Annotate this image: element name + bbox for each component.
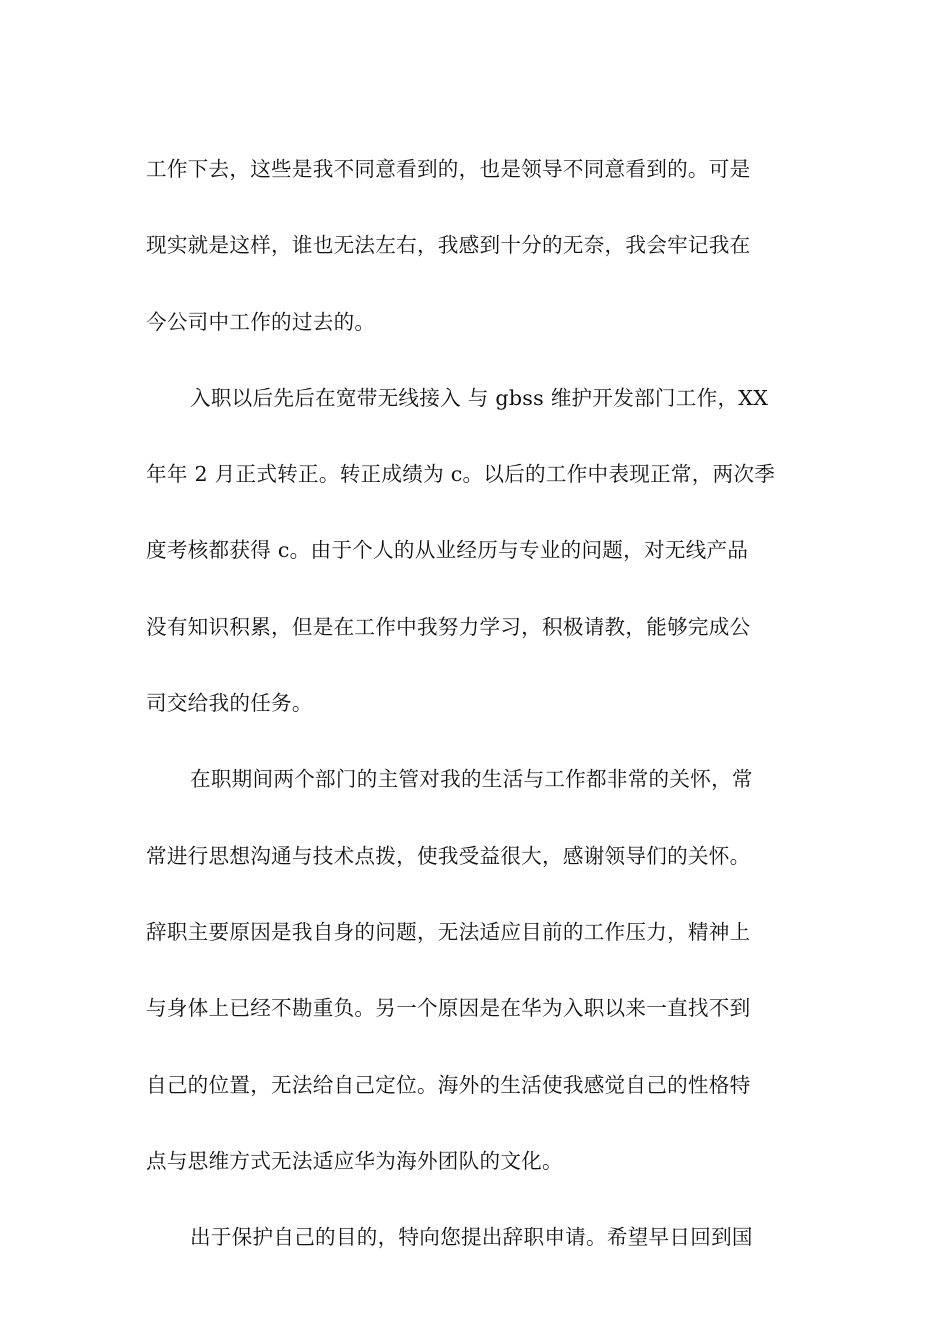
document-body <box>146 131 806 1275</box>
text-line: 年年 2 月正式转正。转正成绩为 c。以后的工作中表现正常，两次季 <box>146 462 776 487</box>
text-line: 工作下去，这些是我不同意看到的，也是领导不同意看到的。可是 <box>146 157 751 181</box>
text-line: 点与思维方式无法适应华为海外团队的文化。 <box>146 1148 563 1173</box>
paragraph-start-line: 入职以后先后在宽带无线接入 与 gbss 维护开发部门工作，XX <box>190 385 769 410</box>
text-line: 辞职主要原因是我自身的问题，无法适应目前的工作压力，精神上 <box>146 919 751 944</box>
text-line: 度考核都获得 c。由于个人的从业经历与专业的问题，对无线产品 <box>146 538 749 563</box>
text-line: 与身体上已经不勘重负。另一个原因是在华为入职以来一直找不到 <box>146 996 751 1021</box>
paragraph-start-line: 在职期间两个部门的主管对我的生活与工作都非常的关怀，常 <box>190 767 753 792</box>
text-line: 司交给我的任务。 <box>146 691 313 716</box>
text-line: 今公司中工作的过去的。 <box>146 309 376 334</box>
paragraph-start-line: 出于保护自己的目的，特向您提出辞职申请。希望早日回到国 <box>190 1225 753 1250</box>
text-line: 自己的位置，无法给自己定位。海外的生活使我感觉自己的性格特 <box>146 1072 751 1097</box>
text-line: 常进行思想沟通与技术点拨，使我受益很大，感谢领导们的关怀。 <box>146 843 751 868</box>
text-line: 没有知识积累，但是在工作中我努力学习，积极请教，能够完成公 <box>146 614 751 639</box>
text-line: 现实就是这样，谁也无法左右，我感到十分的无奈，我会牢记我在 <box>146 233 751 258</box>
